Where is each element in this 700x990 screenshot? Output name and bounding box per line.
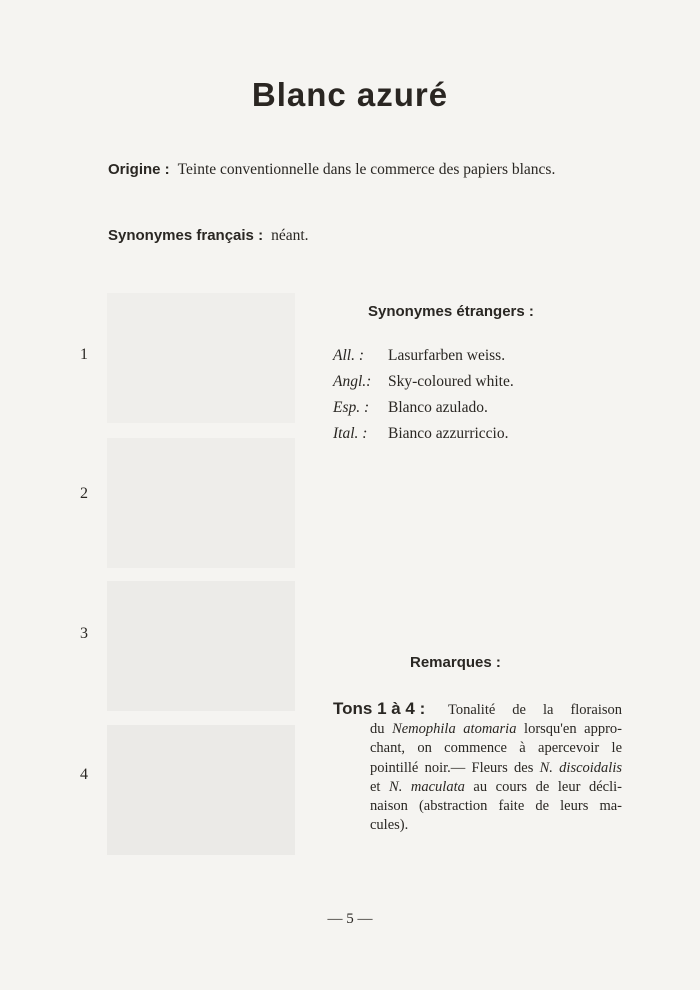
synonymes-francais-text: néant.	[271, 227, 309, 244]
synonym-language: Ital. :	[333, 425, 368, 442]
color-swatch-2	[107, 438, 295, 568]
swatch-number-1: 1	[80, 346, 88, 363]
synonym-language: All. :	[333, 347, 364, 364]
page-number: — 5 —	[327, 911, 373, 927]
synonym-entry	[333, 425, 509, 443]
swatch-number-4: 4	[80, 766, 88, 783]
origine-line	[108, 161, 555, 179]
origine-label: Origine :	[108, 161, 170, 178]
synonym-text: Sky-coloured white.	[388, 373, 514, 390]
remark-line: Tonalité de la floraison	[448, 702, 622, 718]
synonym-entry	[333, 347, 505, 365]
synonym-language: Esp. :	[333, 399, 370, 416]
remark-line: pointillé noir.— Fleurs des N. discoidalis	[370, 760, 622, 776]
remark-line: naison (abstraction faite de leurs ma-	[370, 798, 622, 814]
color-swatch-1	[107, 293, 295, 423]
synonymes-francais-line	[108, 227, 309, 245]
synonym-text: Lasurfarben weiss.	[388, 347, 506, 364]
origine-text: Teinte conventionnelle dans le commerce des papiers blancs.	[177, 161, 556, 178]
page-title: Blanc azuré	[251, 76, 449, 113]
remark-line: du Nemophila atomaria lorsqu'en appro-	[370, 721, 623, 737]
remark-line: cules).	[370, 817, 409, 833]
synonym-language: Angl.:	[333, 373, 372, 390]
synonym-entry	[333, 399, 488, 417]
remark-line: chant, on commence à apercevoir le	[370, 740, 622, 756]
synonym-text: Bianco azzurriccio.	[388, 425, 509, 442]
synonymes-etrangers-heading: Synonymes étrangers :	[368, 303, 534, 320]
color-swatch-3	[107, 581, 295, 711]
swatch-number-3: 3	[80, 625, 88, 642]
synonym-text: Blanco azulado.	[388, 399, 488, 416]
synonymes-francais-label: Synonymes français :	[108, 227, 264, 244]
remarques-heading: Remarques :	[410, 654, 501, 671]
swatch-number-2: 2	[80, 485, 88, 502]
color-swatch-4	[107, 725, 295, 855]
remark-line: et N. maculata au cours de leur décli-	[370, 779, 622, 795]
synonym-entry	[333, 373, 514, 391]
tons-label: Tons 1 à 4 :	[333, 699, 426, 718]
